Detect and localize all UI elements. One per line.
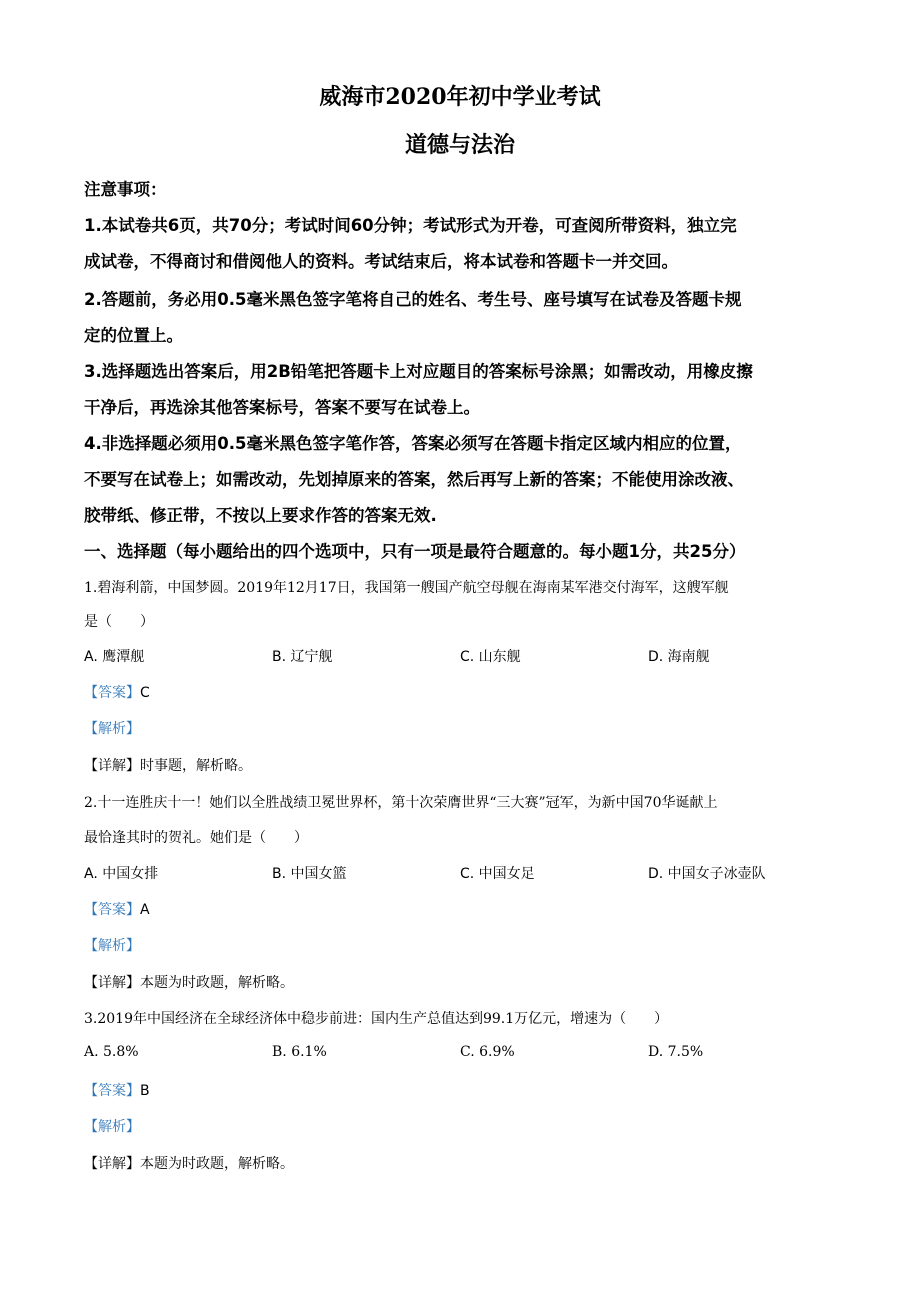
answer-label: 【答案】 [84,685,140,701]
option-c: C. 中国女足 [460,866,535,882]
answer-row [84,899,150,919]
exam-subject: 道德与法治 [404,132,515,158]
answer-value: B [140,1083,150,1099]
option-d: D. 7.5% [648,1044,704,1060]
option-a: A. 5.8% [84,1044,139,1060]
notice-line: 成试卷，不得商讨和借阅他人的资料。考试结束后，将本试卷和答题卡一并交回。 [84,252,678,271]
answer-row [84,682,150,702]
question-stem: 最恰逢其时的贺礼。她们是（ ） [84,830,308,846]
option-b: B. 6.1% [272,1044,327,1060]
notice-line: 2.答题前，务必用0.5毫米黑色签字笔将自己的姓名、考生号、座号填写在试卷及答题卡规 [84,290,742,309]
detail-row [84,972,294,992]
detail-label: 【详解】 [84,1156,140,1172]
notice-line: 1.本试卷共6页，共70分；考试时间60分钟；考试形式为开卷，可查阅所带资料，独立完 [84,216,737,235]
notice-line: 不要写在试卷上；如需改动，先划掉原来的答案，然后再写上新的答案；不能使用涂改液、 [84,470,744,489]
analysis-label: 【解析】 [84,938,140,954]
question-stem: 是（ ） [84,614,154,630]
option-a: A. 中国女排 [84,866,159,882]
notice-line: 4.非选择题必须用0.5毫米黑色签字笔作答，答案必须写在答题卡指定区域内相应的位置， [84,434,742,453]
option-b: B. 中国女篮 [272,866,347,882]
notice-line: 3.选择题选出答案后，用2B铅笔把答题卡上对应题目的答案标号涂黑；如需改动，用橡皮擦 [84,362,753,381]
detail-text: 本题为时政题，解析略。 [140,975,294,991]
detail-label: 【详解】 [84,975,140,991]
detail-row [84,755,252,775]
answer-label: 【答案】 [84,1083,140,1099]
detail-text: 时事题，解析略。 [140,758,252,774]
section-heading: 一、选择题（每小题给出的四个选项中，只有一项是最符合题意的。每小题1分，共25分） [84,542,746,561]
answer-row [84,1080,150,1100]
detail-row [84,1153,294,1173]
answer-label: 【答案】 [84,902,140,918]
exam-title: 威海市2020年初中学业考试 [319,84,601,110]
option-c: C. 6.9% [460,1044,515,1060]
question-stem: 2.十一连胜庆十一！她们以全胜战绩卫冕世界杯，第十次荣膺世界“三大赛”冠军，为新中国70华诞献上 [84,795,718,811]
question-stem: 1.碧海利箭，中国梦圆。2019年12月17日，我国第一艘国产航空母舰在海南某军港交付海军，这艘军舰 [84,580,729,596]
option-a: A. 鹰潭舰 [84,649,145,665]
notice-line: 干净后，再选涂其他答案标号，答案不要写在试卷上。 [84,398,480,417]
option-b: B. 辽宁舰 [272,649,333,665]
notice-line: 定的位置上。 [84,326,183,345]
detail-text: 本题为时政题，解析略。 [140,1156,294,1172]
answer-value: C [140,685,150,701]
option-d: D. 中国女子冰壶队 [648,866,766,882]
option-d: D. 海南舰 [648,649,710,665]
question-stem: 3.2019年中国经济在全球经济体中稳步前进：国内生产总值达到99.1万亿元，增速为（ ） [84,1011,669,1027]
option-c: C. 山东舰 [460,649,521,665]
notice-heading: 注意事项： [84,180,167,199]
detail-label: 【详解】 [84,758,140,774]
answer-value: A [140,902,150,918]
analysis-label: 【解析】 [84,1119,140,1135]
notice-line: 胶带纸、修正带，不按以上要求作答的答案无效. [84,506,437,525]
analysis-label: 【解析】 [84,721,140,737]
